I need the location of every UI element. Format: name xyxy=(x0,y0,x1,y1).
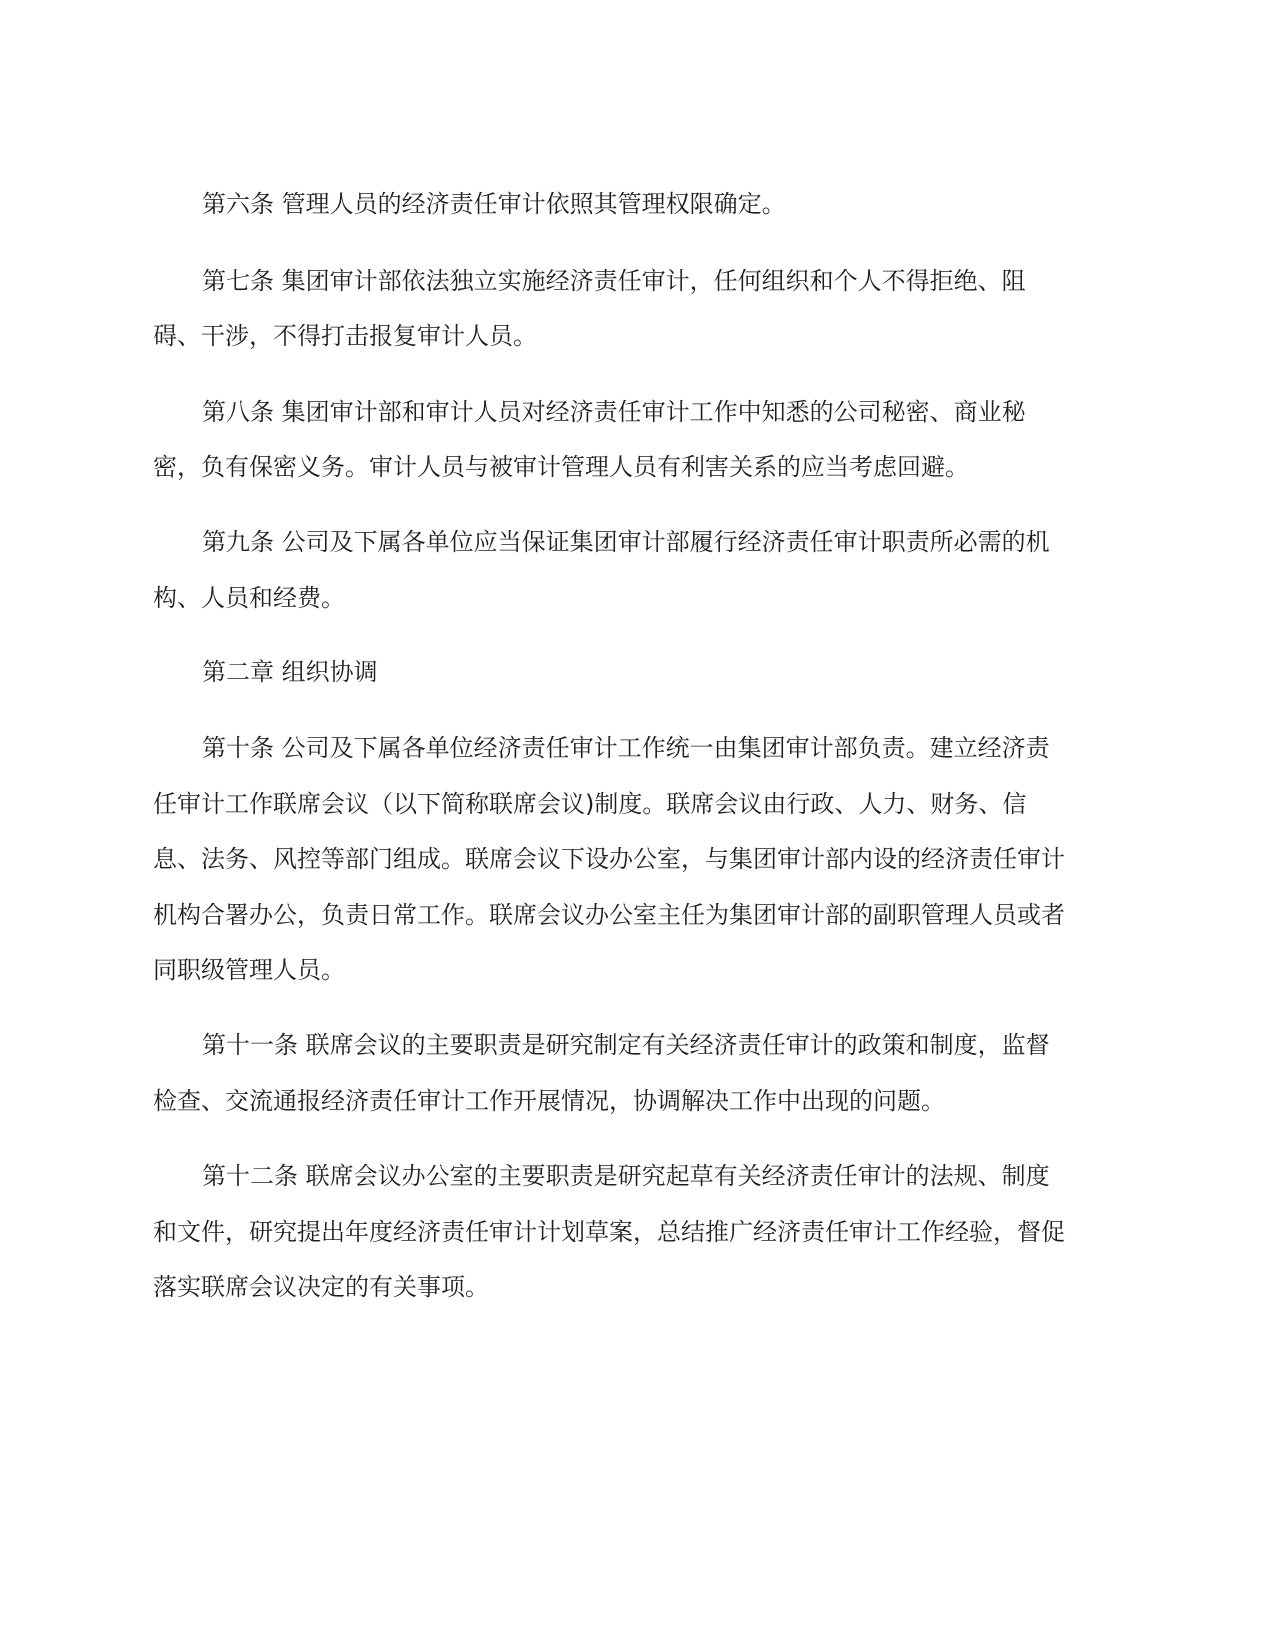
article-10-line-3: 息、法务、风控等部门组成。联席会议下设办公室，与集团审计部内设的经济责任审计 xyxy=(153,845,1065,873)
article-10-line-4: 机构合署办公，负责日常工作。联席会议办公室主任为集团审计部的副职管理人员或者 xyxy=(153,901,1065,929)
article-12-line-2: 和文件，研究提出年度经济责任审计计划草案，总结推广经济责任审计工作经验，督促 xyxy=(153,1218,1065,1246)
article-10-line-5: 同职级管理人员。 xyxy=(153,956,345,984)
article-11-line-1: 第十一条 联席会议的主要职责是研究制定有关经济责任审计的政策和制度，监督 xyxy=(202,1031,1050,1059)
article-12-line-1: 第十二条 联席会议办公室的主要职责是研究起草有关经济责任审计的法规、制度 xyxy=(202,1162,1050,1190)
article-9-line-2: 构、人员和经费。 xyxy=(153,584,345,612)
article-8-line-2: 密，负有保密义务。审计人员与被审计管理人员有利害关系的应当考虑回避。 xyxy=(153,453,969,481)
article-6-line-1: 第六条 管理人员的经济责任审计依照其管理权限确定。 xyxy=(202,190,786,218)
article-10-line-2: 任审计工作联席会议（以下简称联席会议)制度。联席会议由行政、人力、财务、信 xyxy=(153,790,1027,818)
article-7-line-2: 碍、干涉，不得打击报复审计人员。 xyxy=(153,322,537,350)
article-11-line-2: 检查、交流通报经济责任审计工作开展情况，协调解决工作中出现的问题。 xyxy=(153,1087,945,1115)
article-12-line-3: 落实联席会议决定的有关事项。 xyxy=(153,1273,489,1301)
article-10-line-1: 第十条 公司及下属各单位经济责任审计工作统一由集团审计部负责。建立经济责 xyxy=(202,734,1050,762)
article-7-line-1: 第七条 集团审计部依法独立实施经济责任审计，任何组织和个人不得拒绝、阻 xyxy=(202,267,1026,295)
chapter-2-heading: 第二章 组织协调 xyxy=(202,658,378,686)
article-9-line-1: 第九条 公司及下属各单位应当保证集团审计部履行经济责任审计职责所必需的机 xyxy=(202,528,1050,556)
article-8-line-1: 第八条 集团审计部和审计人员对经济责任审计工作中知悉的公司秘密、商业秘 xyxy=(202,398,1026,426)
